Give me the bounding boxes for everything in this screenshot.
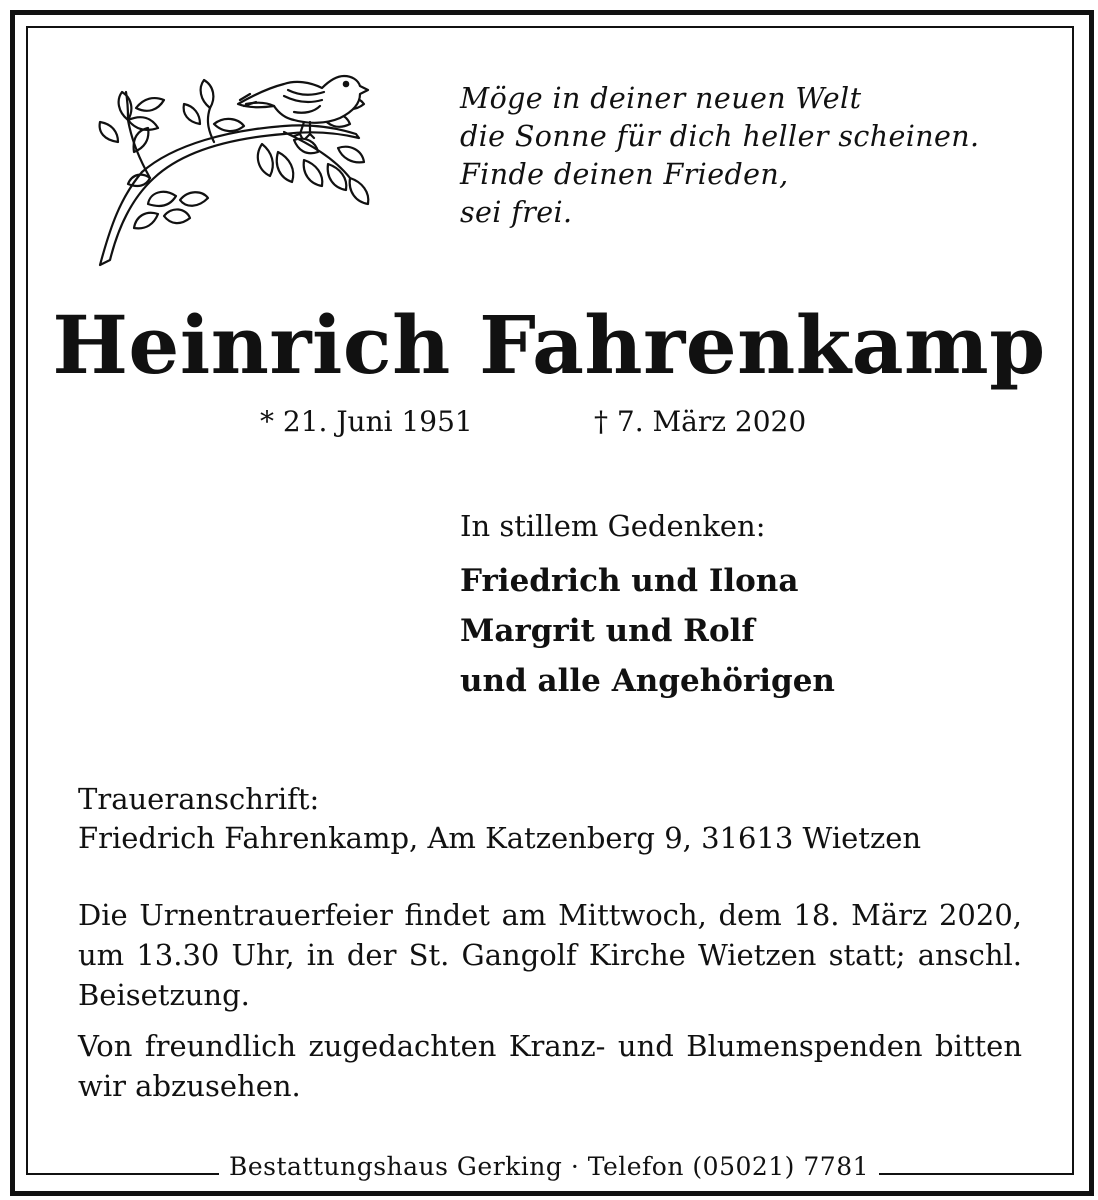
poem-line: die Sonne für dich heller scheinen. — [460, 120, 980, 153]
deceased-name: Heinrich Fahrenkamp — [52, 298, 1046, 392]
mourner-name: Margrit und Rolf — [460, 613, 755, 649]
funeral-home-contact: Bestattungshaus Gerking · Telefon (05021) 7781 — [219, 1149, 879, 1185]
poem-line: Möge in deiner neuen Welt — [460, 82, 862, 115]
mourners-block — [460, 506, 1060, 706]
poem-line: sei frei. — [460, 196, 573, 229]
mourner-name: Friedrich und Ilona — [460, 563, 799, 599]
footer — [0, 1147, 1098, 1187]
address-label: Traueranschrift: — [78, 782, 320, 816]
mourners-intro: In stillem Gedenken: — [460, 509, 766, 543]
birth-date: * 21. Juni 1951 — [260, 405, 473, 438]
donation-note: Von freundlich zugedachten Kranz- und Blumenspenden bitten wir abzusehen. — [78, 1029, 1022, 1103]
poem-line: Finde deinen Frieden, — [460, 158, 789, 191]
mourning-address — [78, 780, 1038, 858]
memorial-poem — [460, 80, 1060, 232]
death-date: † 7. März 2020 — [594, 405, 807, 438]
bird-on-branch-icon — [88, 60, 388, 270]
mourner-name: und alle Angehörigen — [460, 663, 835, 699]
address-value: Friedrich Fahrenkamp, Am Katzenberg 9, 31613 Wietzen — [78, 821, 922, 855]
ceremony-info: Die Urnentrauerfeier findet am Mittwoch, dem 18. März 2020, um 13.30 Uhr, in der St. Gangolf Kirche Wietzen statt; anschl. Beisetzung. — [78, 898, 1022, 1012]
